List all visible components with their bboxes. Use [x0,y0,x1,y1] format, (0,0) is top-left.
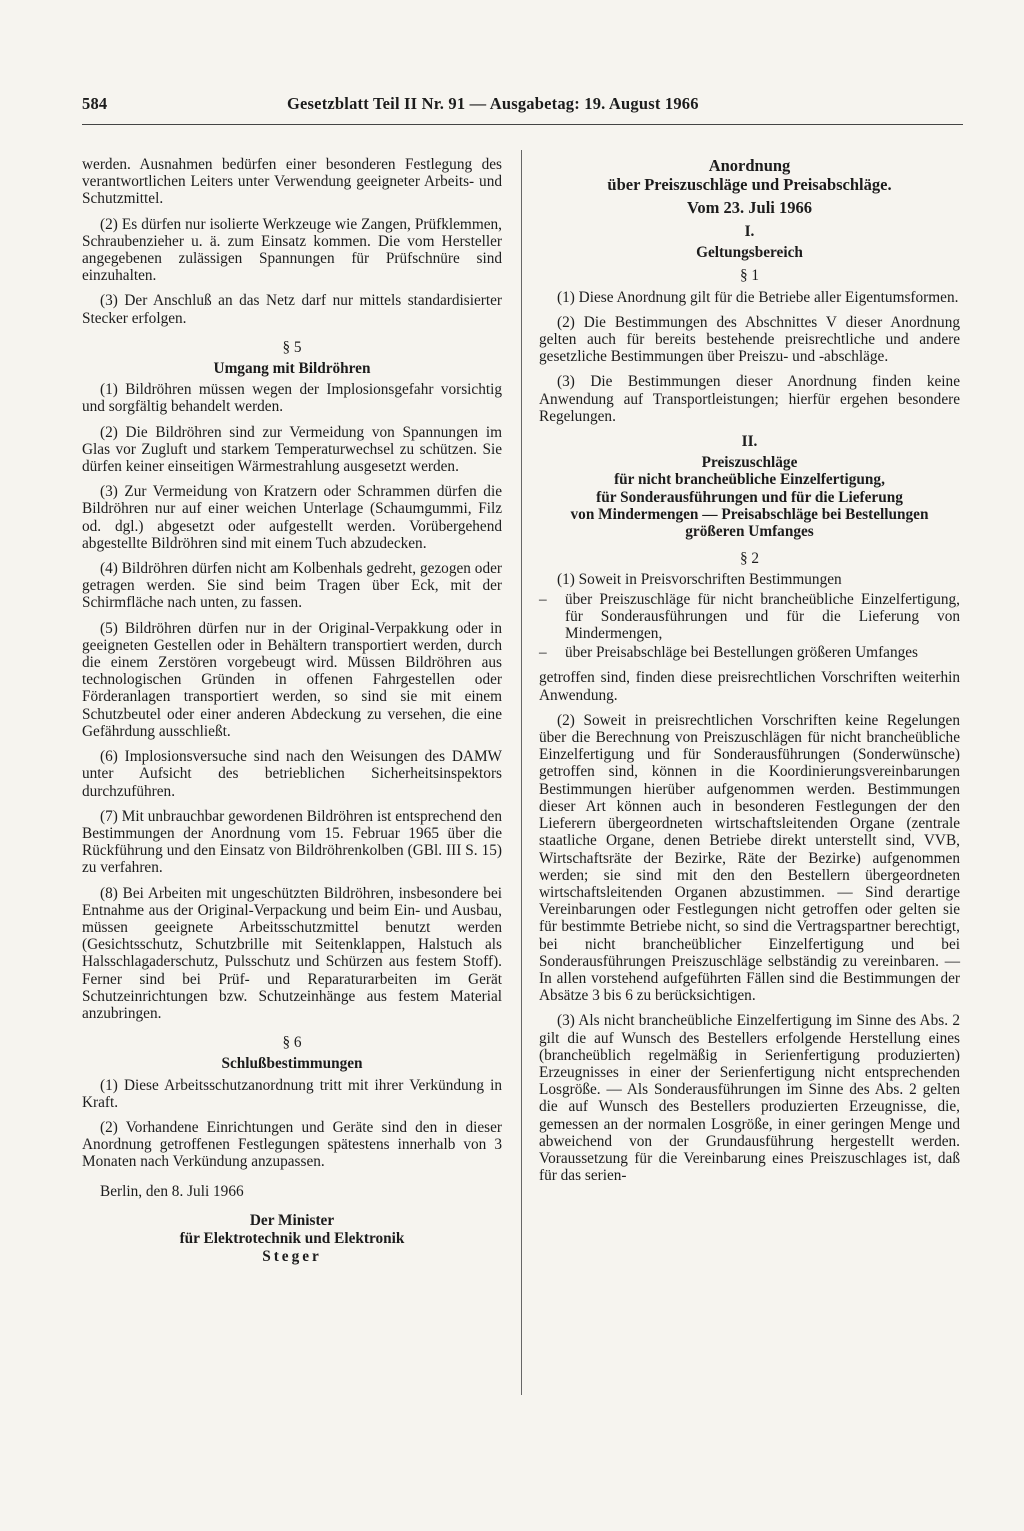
paragraph: (1) Diese Anordnung gilt für die Betriebe aller Eigentumsformen. [557,288,959,306]
page-number: 584 [82,94,108,113]
paragraph: (6) Implosionsversuche sind nach den Weisungen des DAMW unter Aufsicht des betrieblichen Sicherheitsinspektors durchzuführen. [82,748,502,800]
signature-ministry: für Elektrotechnik und Elektronik [179,1229,405,1247]
section-title: Umgang mit Bildröhren [213,360,371,378]
list-item-text: über Preisabschläge bei Bestellungen größeren Umfanges [565,644,918,662]
paragraph: (2) Soweit in preisrechtlichen Vorschriften keine Regelungen über die Berechnung von Preiszuschlägen für nicht brancheübliche Einzelfertigung und für Sonderausführungen (Sonderwünsche) getroffen sind, können in die Koordinierungsvereinbarungen Bestimmungen hierüber aufgenommen werden. Bestimmungen dieser Art können auch in besonderen Festlegungen der den Lieferern übergeordneten wirtschaftsleitenden Organe (zentrale staatliche Organe, denen Betriebe direkt unterstellt sind, VVB, Wirtschaftsräte der Bezirke, Räte der Bezirke) aufgenommen werden; sie sind mit den den Bestellern übergeordneten wirtschaftsleitenden Organen abzustimmen. — Sind derartige Vereinbarungen oder Festlegungen nicht getroffen oder gelten sie für bestimmte Betriebe nicht, so sind die Vertragspartner berechtigt, bei nicht brancheüblicher Einzelfertigung und bei Sonderausführungen Preiszuschläge selbständig zu vereinbaren. — In allen vorstehend aufgeführten Fällen sind die Bestimmungen der Absätze 3 bis 6 zu berücksichtigen. [539,711,960,1005]
section-number: § 2 [739,550,760,568]
dash-marker: – [539,644,547,662]
place-date: Berlin, den 8. Juli 1966 [100,1182,244,1200]
paragraph: (4) Bildröhren dürfen nicht am Kolbenhals gedreht, gezogen oder getragen werden. Sie sind beim Tragen über Eck, mit der Schirmfläche nach unten, zu fassen. [82,560,502,612]
list-item [539,644,960,661]
part-title: Geltungsbereich [696,244,803,262]
paragraph: (3) Die Bestimmungen dieser Anordnung finden keine Anwendung auf Transportleistungen; hierfür ergehen besondere Regelungen. [539,373,960,425]
ordinance-title: Anordnung [708,156,791,175]
column-divider [521,150,522,1395]
signature-block [82,1212,502,1266]
section-number: § 1 [739,267,760,285]
list-item-text: über Preiszuschläge für nicht brancheübliche Einzelfertigung, für Sonderausführungen und für die Lieferung von Mindermengen, [565,590,960,643]
paragraph: (7) Mit unbrauchbar gewordenen Bildröhren ist entsprechend den Bestimmungen der Anordnung vom 15. Februar 1965 über die Rückführung und den Einsatz von Bildröhrenkolben (GBl. III S. 15) zu verfahren. [82,807,502,877]
paragraph: (2) Die Bestimmungen des Abschnittes V dieser Anordnung gelten auch für bereits bestehende preisrechtliche und andere gesetzliche Bestimmungen über Preiszu- und -abschläge. [539,313,960,366]
header-rule [82,124,963,125]
left-column [82,156,502,1266]
paragraph: (1) Bildröhren müssen wegen der Implosionsgefahr vorsichtig und sorgfältig behandelt werden. [82,381,502,416]
section-title: Schlußbestimmungen [221,1055,363,1073]
part-title-line: größeren Umfanges [685,523,814,541]
dash-marker: – [539,590,547,608]
part-number: I. [744,223,755,240]
paragraph: (5) Bildröhren dürfen nur in der Original-Verpakkung oder in geeigneten Gestellen oder in Behältern transportiert werden, durch die einem Zerstören vorgebeugt wird. Müssen Bildröhren aus technologischen Gründen in offenen Fahrgestellen oder Förderanlagen transportiert werden, so sind sie mit einem Schutzbeutel oder einer anderen Abdeckung zu versehen, die eine Gefährdung ausschließt. [82,619,502,740]
part-number: II. [741,433,758,451]
section-number: § 5 [282,338,302,356]
part-title-line: für nicht brancheübliche Einzelfertigung, [614,471,885,489]
part-title-line: von Mindermengen — Preisabschläge bei Bestellungen [570,505,929,523]
paragraph: (2) Die Bildröhren sind zur Vermeidung von Spannungen im Glas vor Zugluft und starkem Temperaturwechsel zu schützen. Sie dürfen keiner einseitigen Wärmestrahlung ausgesetzt werden. [82,423,502,476]
dash-list [539,591,960,662]
ordinance-date: Vom 23. Juli 1966 [687,198,812,217]
section-number: § 6 [282,1034,302,1052]
paragraph: (3) Zur Vermeidung von Kratzern oder Schrammen dürfen die Bildröhren nur auf einer weichen Unterlage (Schaumgummi, Filz od. dgl.) abgesetzt oder aufgestellt werden. Vorübergehend abgestellte Bildröhren sind mit einem Tuch abzudecken. [82,483,502,552]
part-title-line: Preiszuschläge [701,454,798,472]
part-title [539,454,960,540]
signature-title: Der Minister [249,1211,335,1229]
ordinance-subtitle: über Preiszuschläge und Preisabschläge. [607,175,892,194]
part-title-line: für Sonderausführungen und für die Lieferung [596,488,903,506]
paragraph: werden. Ausnahmen bedürfen einer besonderen Festlegung des verantwortlichen Leiters unter Verwendung geeigneter Arbeits- und Schutzmittel. [82,156,502,208]
paragraph: (3) Der Anschluß an das Netz darf nur mittels standardisierter Stecker erfolgen. [82,292,502,327]
signature-name: Steger [262,1247,322,1265]
right-column [539,156,960,1192]
paragraph: (2) Es dürfen nur isolierte Werkzeuge wie Zangen, Prüfklemmen, Schraubenzieher u. ä. zum Einsatz kommen. Die vom Hersteller angegebenen zulässigen Spannungen für Prüfschnüre sind einzuhalten. [82,215,502,285]
paragraph: (3) Als nicht brancheübliche Einzelfertigung im Sinne des Abs. 2 gilt die auf Wunsch des Bestellers erfolgende Herstellung eines (brancheüblich regelmäßig in Serienfertigung produzierten) Erzeugnisses in einer der Serienfertigung nicht entsprechenden Losgröße. — Als Sonderausführungen im Sinne des Abs. 2 gelten die auf Wunsch des Bestellers produzierten Erzeugnisse, die, gemessen an der normalen Losgröße, in einer geringen Menge und abweichend von der Grundausführung hergestellt werden. Voraussetzung für die Vereinbarung eines Preiszuschlages ist, daß für das serien- [539,1012,960,1185]
paragraph: (1) Soweit in Preisvorschriften Bestimmungen [557,571,842,589]
paragraph: (8) Bei Arbeiten mit ungeschützten Bildröhren, insbesondere bei Entnahme aus der Original-Verpackung und beim Ein- und Ausbau, müssen geeignete Arbeitsschutzmittel benutzt werden (Gesichtsschutz, Schutzbrille mit Seitenklappen, Halstuch als Halsschlagaderschutz, Pulsschutz und Schürzen aus festem Stoff). Ferner sind bei Prüf- und Reparaturarbeiten im Gerät Schutzeinrichtungen bzw. Schutzeinhänge aus festem Material anzubringen. [82,884,502,1022]
paragraph: (2) Vorhandene Einrichtungen und Geräte sind den in dieser Anordnung getroffenen Festlegungen spätestens innerhalb von 3 Monaten nach Verkündung anzupassen. [82,1118,502,1171]
running-title: Gesetzblatt Teil II Nr. 91 — Ausgabetag: 19. August 1966 [287,94,699,113]
paragraph: getroffen sind, finden diese preisrechtlichen Vorschriften weiterhin Anwendung. [539,669,960,704]
paragraph: (1) Diese Arbeitsschutzanordnung tritt mit ihrer Verkündung in Kraft. [82,1076,502,1111]
list-item [539,591,960,643]
